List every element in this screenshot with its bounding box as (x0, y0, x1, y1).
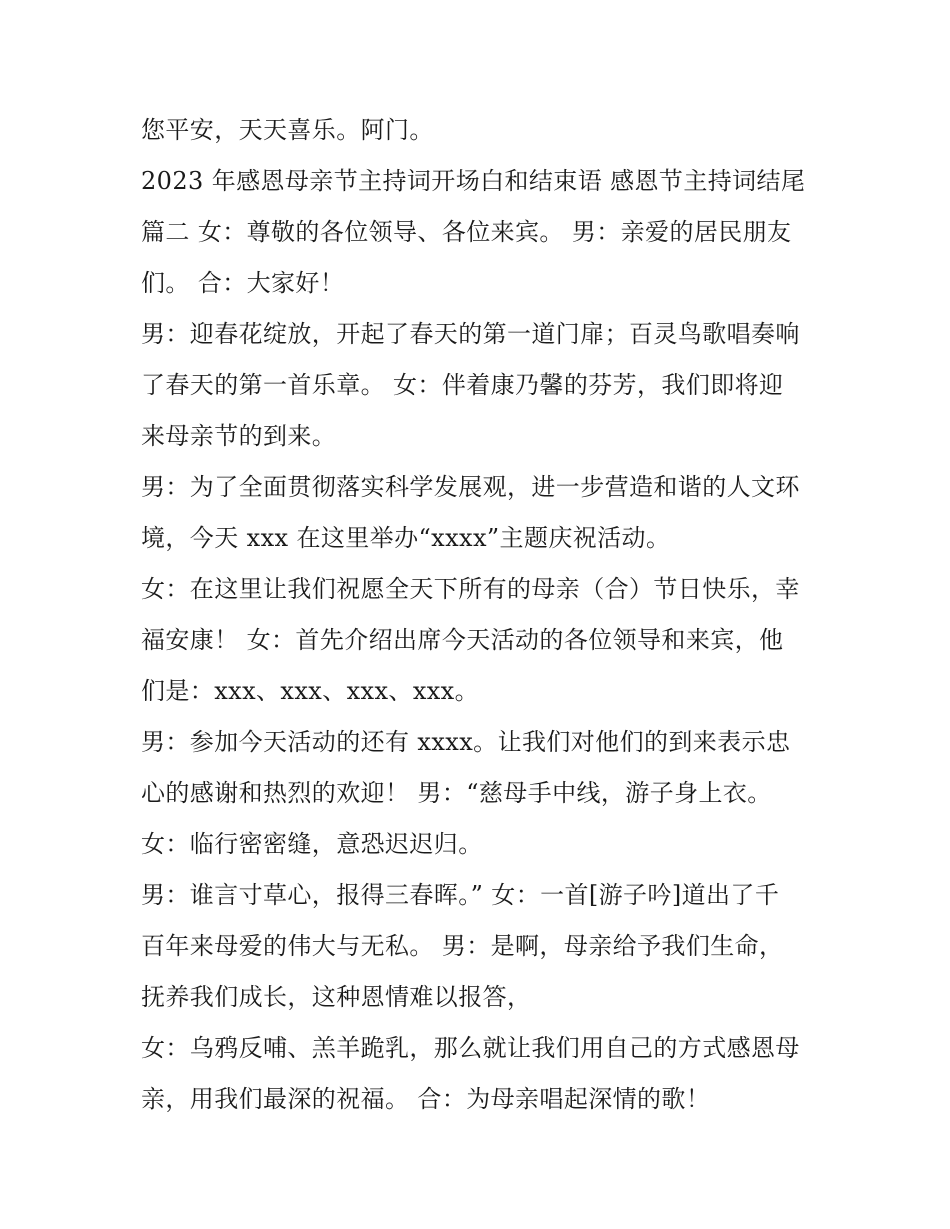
text-line: 们是：xxx、xxx、xxx、xxx。 (141, 677, 480, 705)
text-line: 抚养我们成长，这种恩情难以报答， (141, 983, 532, 1011)
text-line: 女：临行密密缝，意恐迟迟归。 (141, 830, 483, 858)
text-line: 女：乌鸦反哺、羔羊跪乳，那么就让我们用自己的方式感恩母 (141, 1034, 800, 1062)
text-line: 2023 年感恩母亲节主持词开场白和结束语 感恩节主持词结尾 (141, 167, 806, 195)
text-line: 篇二 女：尊敬的各位领导、各位来宾。 男：亲爱的居民朋友 (141, 218, 792, 246)
text-line: 来母亲节的到来。 (141, 422, 337, 450)
text-line: 百年来母爱的伟大与无私。 男：是啊，母亲给予我们生命， (141, 932, 784, 960)
text-line: 福安康！ 女：首先介绍出席今天活动的各位领导和来宾，他 (141, 626, 784, 654)
text-line: 男：参加今天活动的还有 xxxx。让我们对他们的到来表示忠 (141, 728, 791, 756)
text-line: 亲，用我们最深的祝福。 合：为母亲唱起深情的歌！ (141, 1085, 711, 1113)
text-line: 男：迎春花绽放，开起了春天的第一道门扉；百灵鸟歌唱奏响 (141, 320, 800, 348)
text-line: 们。 合：大家好！ (141, 269, 345, 297)
text-line: 您平安，天天喜乐。阿门。 (141, 116, 434, 144)
text-line: 女：在这里让我们祝愿全天下所有的母亲（合）节日快乐，幸 (141, 575, 800, 603)
text-line: 境，今天 xxx 在这里举办“xxxx”主题庆祝活动。 (141, 524, 671, 552)
document-body (141, 105, 821, 1125)
text-line: 了春天的第一首乐章。 女：伴着康乃馨的芬芳，我们即将迎 (141, 371, 784, 399)
text-line: 男：为了全面贯彻落实科学发展观，进一步营造和谐的人文环 (141, 473, 800, 501)
text-line: 男：谁言寸草心，报得三春晖。” 女：一首[游子吟]道出了千 (141, 881, 780, 909)
text-line: 心的感谢和热烈的欢迎！ 男：“慈母手中线，游子身上衣。 (141, 779, 772, 807)
